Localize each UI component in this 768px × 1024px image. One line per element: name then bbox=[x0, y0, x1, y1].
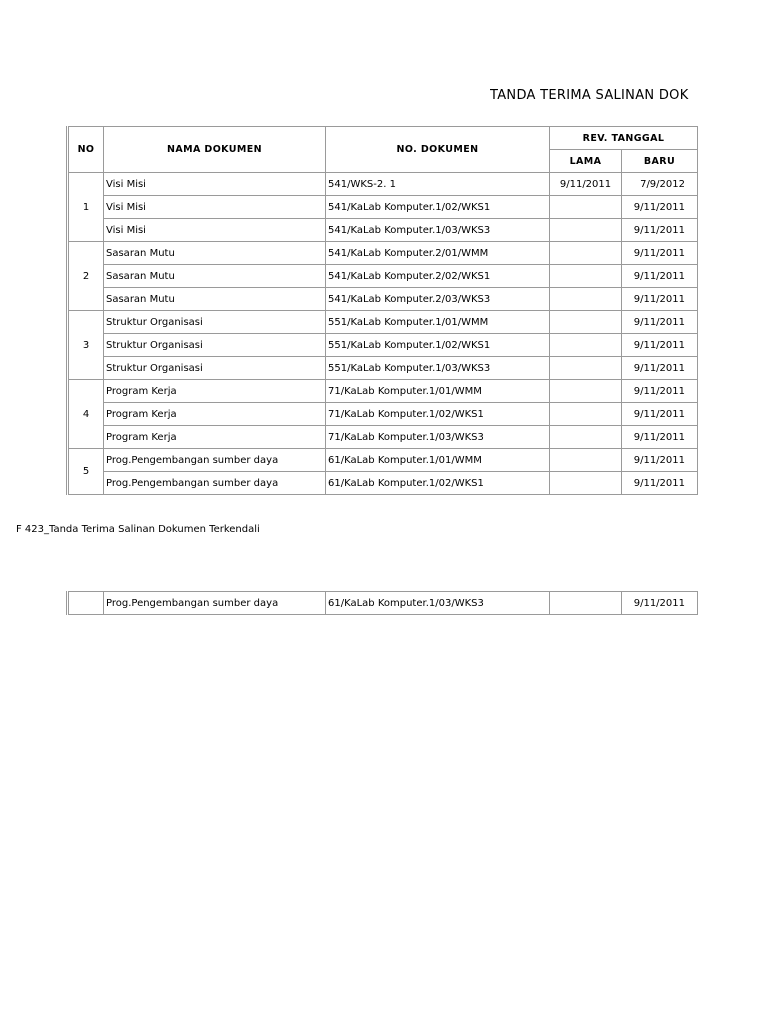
table-row bbox=[68, 242, 698, 265]
nama-cell: Struktur Organisasi bbox=[104, 311, 326, 334]
lama-cell: 9/11/2011 bbox=[550, 173, 622, 196]
table-row bbox=[68, 403, 698, 426]
lama-cell bbox=[550, 357, 622, 380]
table-row bbox=[68, 196, 698, 219]
table-row bbox=[68, 265, 698, 288]
table-row bbox=[68, 592, 698, 615]
nomor-cell: 541/WKS-2. 1 bbox=[326, 173, 550, 196]
nomor-cell: 71/KaLab Komputer.1/01/WMM bbox=[326, 380, 550, 403]
lama-cell bbox=[550, 219, 622, 242]
footer-text: F 423_Tanda Terima Salinan Dokumen Terkendali bbox=[16, 524, 260, 535]
no-cell: 1 bbox=[68, 173, 104, 242]
page-title: TANDA TERIMA SALINAN DOK bbox=[490, 88, 689, 103]
lama-cell bbox=[550, 403, 622, 426]
lama-cell bbox=[550, 472, 622, 495]
lama-cell bbox=[550, 426, 622, 449]
header-rev-tanggal: REV. TANGGAL bbox=[550, 127, 698, 150]
table-row bbox=[68, 426, 698, 449]
table-row bbox=[68, 219, 698, 242]
baru-cell: 9/11/2011 bbox=[622, 380, 698, 403]
lama-cell bbox=[550, 242, 622, 265]
nama-cell: Prog.Pengembangan sumber daya bbox=[104, 472, 326, 495]
lama-cell bbox=[550, 380, 622, 403]
baru-cell: 9/11/2011 bbox=[622, 592, 698, 615]
nama-cell: Sasaran Mutu bbox=[104, 242, 326, 265]
nomor-cell: 71/KaLab Komputer.1/03/WKS3 bbox=[326, 426, 550, 449]
table-row bbox=[68, 380, 698, 403]
nama-cell: Sasaran Mutu bbox=[104, 288, 326, 311]
nomor-cell: 551/KaLab Komputer.1/01/WMM bbox=[326, 311, 550, 334]
nomor-cell: 551/KaLab Komputer.1/02/WKS1 bbox=[326, 334, 550, 357]
no-cell: 4 bbox=[68, 380, 104, 449]
header-no-dokumen: NO. DOKUMEN bbox=[326, 127, 550, 173]
no-cell: 3 bbox=[68, 311, 104, 380]
baru-cell: 9/11/2011 bbox=[622, 472, 698, 495]
baru-cell: 9/11/2011 bbox=[622, 449, 698, 472]
nama-cell: Struktur Organisasi bbox=[104, 357, 326, 380]
nama-cell: Visi Misi bbox=[104, 196, 326, 219]
table-body bbox=[68, 127, 698, 495]
baru-cell: 9/11/2011 bbox=[622, 219, 698, 242]
table-row bbox=[68, 311, 698, 334]
nama-cell: Prog.Pengembangan sumber daya bbox=[104, 449, 326, 472]
header-no: NO bbox=[68, 127, 104, 173]
lama-cell bbox=[550, 196, 622, 219]
header-baru: BARU bbox=[622, 150, 698, 173]
table-row bbox=[68, 472, 698, 495]
lama-cell bbox=[550, 311, 622, 334]
nama-cell: Prog.Pengembangan sumber daya bbox=[104, 592, 326, 615]
baru-cell: 9/11/2011 bbox=[622, 311, 698, 334]
nomor-cell: 551/KaLab Komputer.1/03/WKS3 bbox=[326, 357, 550, 380]
document-table bbox=[66, 126, 698, 495]
table-row bbox=[68, 357, 698, 380]
baru-cell: 9/11/2011 bbox=[622, 242, 698, 265]
baru-cell: 9/11/2011 bbox=[622, 265, 698, 288]
nama-cell: Visi Misi bbox=[104, 219, 326, 242]
table-row bbox=[68, 288, 698, 311]
baru-cell: 9/11/2011 bbox=[622, 288, 698, 311]
lama-cell bbox=[550, 592, 622, 615]
lama-cell bbox=[550, 449, 622, 472]
lama-cell bbox=[550, 334, 622, 357]
table-row bbox=[68, 449, 698, 472]
nomor-cell: 61/KaLab Komputer.1/01/WMM bbox=[326, 449, 550, 472]
baru-cell: 9/11/2011 bbox=[622, 426, 698, 449]
table-row bbox=[68, 334, 698, 357]
nomor-cell: 541/KaLab Komputer.2/03/WKS3 bbox=[326, 288, 550, 311]
baru-cell: 9/11/2011 bbox=[622, 403, 698, 426]
nomor-cell: 71/KaLab Komputer.1/02/WKS1 bbox=[326, 403, 550, 426]
nomor-cell: 541/KaLab Komputer.1/02/WKS1 bbox=[326, 196, 550, 219]
nama-cell: Program Kerja bbox=[104, 403, 326, 426]
no-cell: 5 bbox=[68, 449, 104, 495]
header-nama-dokumen: NAMA DOKUMEN bbox=[104, 127, 326, 173]
continuation-table bbox=[66, 591, 698, 615]
table-row bbox=[68, 173, 698, 196]
nomor-cell: 541/KaLab Komputer.1/03/WKS3 bbox=[326, 219, 550, 242]
lama-cell bbox=[550, 265, 622, 288]
nama-cell: Program Kerja bbox=[104, 426, 326, 449]
baru-cell: 9/11/2011 bbox=[622, 334, 698, 357]
nama-cell: Sasaran Mutu bbox=[104, 265, 326, 288]
nomor-cell: 541/KaLab Komputer.2/02/WKS1 bbox=[326, 265, 550, 288]
no-cell: 2 bbox=[68, 242, 104, 311]
nomor-cell: 61/KaLab Komputer.1/02/WKS1 bbox=[326, 472, 550, 495]
nomor-cell: 541/KaLab Komputer.2/01/WMM bbox=[326, 242, 550, 265]
lama-cell bbox=[550, 288, 622, 311]
baru-cell: 9/11/2011 bbox=[622, 357, 698, 380]
header-lama: LAMA bbox=[550, 150, 622, 173]
baru-cell: 7/9/2012 bbox=[622, 173, 698, 196]
nama-cell: Struktur Organisasi bbox=[104, 334, 326, 357]
nama-cell: Program Kerja bbox=[104, 380, 326, 403]
header-row bbox=[68, 127, 698, 150]
nomor-cell: 61/KaLab Komputer.1/03/WKS3 bbox=[326, 592, 550, 615]
nama-cell: Visi Misi bbox=[104, 173, 326, 196]
baru-cell: 9/11/2011 bbox=[622, 196, 698, 219]
no-cell bbox=[68, 592, 104, 615]
